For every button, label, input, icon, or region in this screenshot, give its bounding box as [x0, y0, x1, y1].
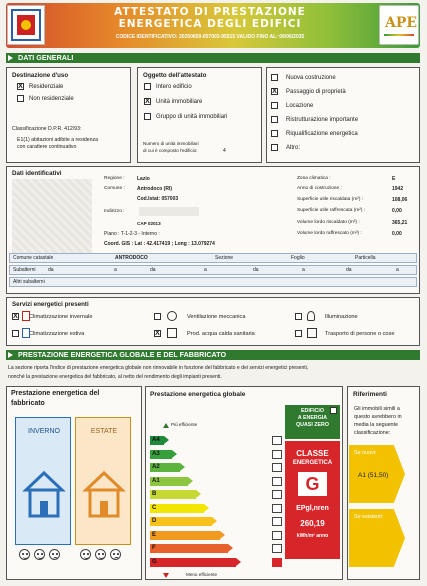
lightbulb-icon [307, 311, 315, 321]
class-bar-g: G [150, 558, 236, 567]
fan-icon [167, 311, 177, 321]
arrow-down-icon [163, 573, 169, 578]
class-bar-c: C [150, 504, 204, 513]
trasporto-label: Trasporto di persone o cose [325, 331, 395, 337]
clima-estiva-checkbox[interactable] [12, 330, 19, 337]
clima-estiva-label: Climatizzazione estiva [29, 331, 85, 337]
destinazione-title: Destinazione d'uso [12, 72, 69, 79]
locazione-label: Locazione [286, 103, 314, 109]
ventilazione-label: Ventilazione meccanica [187, 314, 246, 320]
indirizzo-label: Indirizzo : [104, 209, 125, 214]
globale-title: Prestazione energetica globale [150, 391, 246, 398]
classe-label: CLASSE [296, 449, 329, 458]
coord-gis: Coord. GIS : Lat : 42.417419 ; Long : 13.079274 [104, 241, 215, 247]
comune-value: Antrodoco (RI) [137, 186, 172, 192]
illuminazione-checkbox[interactable] [295, 313, 302, 320]
altro-checkbox[interactable] [271, 144, 278, 151]
riferimenti-text-3: media la seguente [354, 422, 399, 428]
se-nuovi-label: Se nuovi: [354, 450, 377, 456]
sezione-label: Sezione [215, 255, 234, 261]
altro-label: Altro: [286, 145, 301, 151]
class-marker-a4 [272, 436, 282, 445]
vol-risc-value: 365,21 [392, 220, 408, 226]
comune-label: Comune : [104, 186, 125, 191]
trasporto-checkbox[interactable] [295, 330, 302, 337]
catasto-header-row [9, 253, 417, 263]
page-title: ATTESTATO DI PRESTAZIONE [114, 6, 306, 18]
building-photo [12, 179, 92, 253]
unita-immobiliare-checkbox[interactable]: X [145, 98, 150, 105]
sup-raff-value: 0,00 [392, 208, 402, 214]
particella-label: Particella [355, 255, 376, 261]
comune-catastale-value: ANTRODOCO [115, 255, 148, 261]
rating-face-2-icon [34, 549, 45, 560]
class-marker-d [272, 517, 282, 526]
epgl-unit: kWh/m² anno [296, 533, 329, 539]
intro-line-1: La sezione riporta l'indice di prestazione energetica globale non rinnovabile in funzione del fabbricato e dei servizi energetici presenti, [8, 365, 309, 371]
oggetto-title: Oggetto dell'attestato [143, 72, 207, 79]
nuova-costruzione-checkbox[interactable] [271, 74, 278, 81]
subalterni-row [9, 265, 417, 275]
servizi-title: Servizi energetici presenti [12, 301, 89, 308]
classificazione-value-1: E1(1) abitazioni adibite a residenza [17, 137, 99, 143]
fabbricato-box [6, 386, 142, 580]
numero-unita-value: 4 [223, 148, 226, 154]
rating-face-3-icon [49, 549, 60, 560]
destinazione-uso-box [6, 67, 131, 163]
riferimenti-text-1: Gli immobili simili a [354, 406, 400, 412]
intro-line-2: nonché la prestazione energetica del fabbricato, al netto del rendimento degli impianti presenti. [8, 374, 222, 380]
ristrutturazione-label: Ristrutturazione importante [286, 117, 359, 123]
intero-edificio-checkbox[interactable] [144, 83, 151, 90]
class-marker-f [272, 544, 282, 553]
gruppo-unita-checkbox[interactable] [144, 113, 151, 120]
regione-value: Lazio [137, 176, 150, 182]
locazione-checkbox[interactable] [271, 102, 278, 109]
cod-istat: Cod.Istat: 057003 [137, 196, 179, 202]
clima-invernale-label: Climatizzazione invernale [29, 314, 93, 320]
fabbricato-title-2: fabbricato [11, 400, 45, 407]
subalterni-label: Subalterni [13, 267, 36, 273]
arrow-up-icon [163, 423, 169, 428]
se-esistenti-label: Se esistenti: [354, 514, 384, 520]
subalterni-da-3: da [253, 267, 259, 273]
fabbricato-title-1: Prestazione energetica del [11, 390, 100, 397]
ape-logo: APE [379, 5, 419, 45]
class-marker-a2 [272, 463, 282, 472]
faucet-icon [167, 328, 177, 338]
motivazione-box [266, 67, 420, 163]
subalterni-a-3: a [302, 267, 305, 273]
inverno-panel [15, 417, 71, 545]
altri-subalterni-label: Altri subalterni [13, 279, 45, 285]
rating-face-4-icon [80, 549, 91, 560]
certificate-code: CODICE IDENTIFICATIVO: 20250609-057003-95515 VALIDO FINO AL: 09/06/2035 [115, 34, 305, 40]
passaggio-proprieta-checkbox[interactable]: X [272, 88, 277, 95]
non-residenziale-checkbox[interactable] [17, 95, 24, 102]
class-bar-f: F [150, 544, 228, 553]
epgl-value: 260,19 [300, 519, 325, 528]
estate-panel [75, 417, 131, 545]
class-bar-a4: A4 [150, 436, 164, 445]
class-bar-e: E [150, 531, 220, 540]
foglio-label: Foglio [291, 255, 305, 261]
rating-face-5-icon [95, 549, 106, 560]
vol-raff-value: 0,00 [392, 231, 402, 237]
class-bar-b: B [150, 490, 196, 499]
class-bar-a1: A1 [150, 477, 188, 486]
riferimenti-box [347, 386, 420, 580]
nzeb-badge: EDIFICIO A ENERGIA QUASI ZERO [285, 405, 340, 439]
snowflake-icon [22, 328, 30, 338]
classe-energetica-panel [285, 441, 340, 559]
ventilazione-checkbox[interactable] [154, 313, 161, 320]
globale-box [145, 386, 343, 580]
sup-risc-label: Superficie utile riscaldata (m²) : [297, 197, 364, 202]
numero-unita-label-1: Numero di unità immobiliari [143, 141, 199, 146]
riferimenti-text-2: questo avrebbero in [354, 414, 402, 420]
dati-identificativi-title: Dati identificativi [12, 170, 62, 177]
comune-catastale-label: Comune catastale [13, 255, 54, 261]
nuova-costruzione-label: Nuova costruzione [286, 75, 336, 81]
oggetto-attestato-box [137, 67, 262, 163]
cap-value: CAP 02013 [137, 221, 161, 226]
passaggio-proprieta-label: Passaggio di proprietà [286, 89, 346, 95]
subalterni-da-1: da [48, 267, 54, 273]
inverno-label: INVERNO [28, 428, 60, 435]
sup-raff-label: Superficie utile raffrescata (m²) : [297, 208, 366, 213]
illuminazione-label: Illuminazione [325, 314, 358, 320]
acqua-calda-label: Prod. acqua calda sanitaria [187, 331, 255, 337]
subalterni-da-2: da [150, 267, 156, 273]
estate-label: ESTATE [90, 428, 118, 435]
class-marker-g [272, 558, 282, 567]
subalterni-a-4: a [396, 267, 399, 273]
residenziale-label: Residenziale [29, 84, 64, 90]
subalterni-a-2: a [204, 267, 207, 273]
sup-risc-value: 108,06 [392, 197, 408, 203]
indirizzo-redacted [139, 207, 199, 216]
nzeb-checkbox[interactable] [330, 407, 337, 414]
riferimenti-text-4: classificazione: [354, 430, 391, 436]
elevator-icon [307, 328, 317, 338]
intero-edificio-label: Intero edificio [156, 84, 192, 90]
house-summer-icon [82, 468, 126, 523]
regione-label: Regione : [104, 176, 125, 181]
rating-face-6-icon [110, 549, 121, 560]
region-emblem-icon [7, 5, 45, 45]
class-marker-c [272, 504, 282, 513]
section-prestazione: PRESTAZIONE ENERGETICA GLOBALE E DEL FABBRICATO [6, 350, 420, 360]
classe-value: G [298, 472, 327, 496]
riqualificazione-checkbox[interactable] [271, 130, 278, 137]
classificazione-label: Classificazione D.P.R. 412/93: [12, 126, 82, 132]
energetica-label: ENERGETICA [292, 460, 333, 466]
anno-label: Anno di costruzione : [297, 186, 342, 191]
riferimenti-title: Riferimenti [353, 391, 387, 398]
dati-identificativi-box [6, 166, 420, 294]
servizi-box [6, 297, 420, 346]
class-bar-a2: A2 [150, 463, 180, 472]
zona-label: Zona climatica : [297, 176, 331, 181]
residenziale-checkbox[interactable]: X [18, 83, 23, 90]
page-title-line-2: ENERGETICA DEGLI EDIFICI [118, 18, 302, 30]
ristrutturazione-checkbox[interactable] [271, 116, 278, 123]
radiator-icon [22, 311, 30, 321]
subalterni-a-1: a [114, 267, 117, 273]
piu-efficiente-label: Più efficiente [171, 422, 198, 427]
anno-value: 1942 [392, 186, 404, 192]
riqualificazione-label: Riqualificazione energetica [286, 131, 358, 137]
subalterni-da-4: da [346, 267, 352, 273]
zona-value: E [392, 176, 396, 182]
clima-invernale-checkbox[interactable]: X [13, 313, 18, 320]
unita-immobiliare-label: Unità immobiliare [156, 99, 203, 105]
vol-risc-label: Volume lordo riscaldato (m³) : [297, 220, 360, 225]
gruppo-unita-label: Gruppo di unità immobiliari [156, 114, 228, 120]
vol-raff-label: Volume lordo raffrescato (m³) : [297, 231, 362, 236]
class-marker-a3 [272, 450, 282, 459]
class-marker-b [272, 490, 282, 499]
altri-subalterni-row [9, 277, 417, 287]
numero-unita-label-2: di cui è composto l'edificio: [143, 148, 198, 153]
se-nuovi-value: A1 (51,50) [358, 472, 389, 479]
house-winter-icon [22, 468, 66, 523]
epgl-label: EPgl,nren [296, 505, 329, 512]
piano-value: Piano : T-1-2-3 - Interno : [104, 231, 160, 237]
acqua-calda-checkbox[interactable]: X [155, 330, 160, 337]
section-dati-generali: DATI GENERALI [6, 53, 420, 63]
class-bar-a3: A3 [150, 450, 172, 459]
meno-efficiente-label: Meno efficiente [186, 572, 218, 577]
class-bar-d: D [150, 517, 212, 526]
non-residenziale-label: Non residenziale [29, 96, 74, 102]
rating-face-1-icon [19, 549, 30, 560]
class-marker-e [272, 531, 282, 540]
classificazione-value-2: con carattere continuativo [17, 144, 77, 150]
class-marker-a1 [272, 477, 282, 486]
